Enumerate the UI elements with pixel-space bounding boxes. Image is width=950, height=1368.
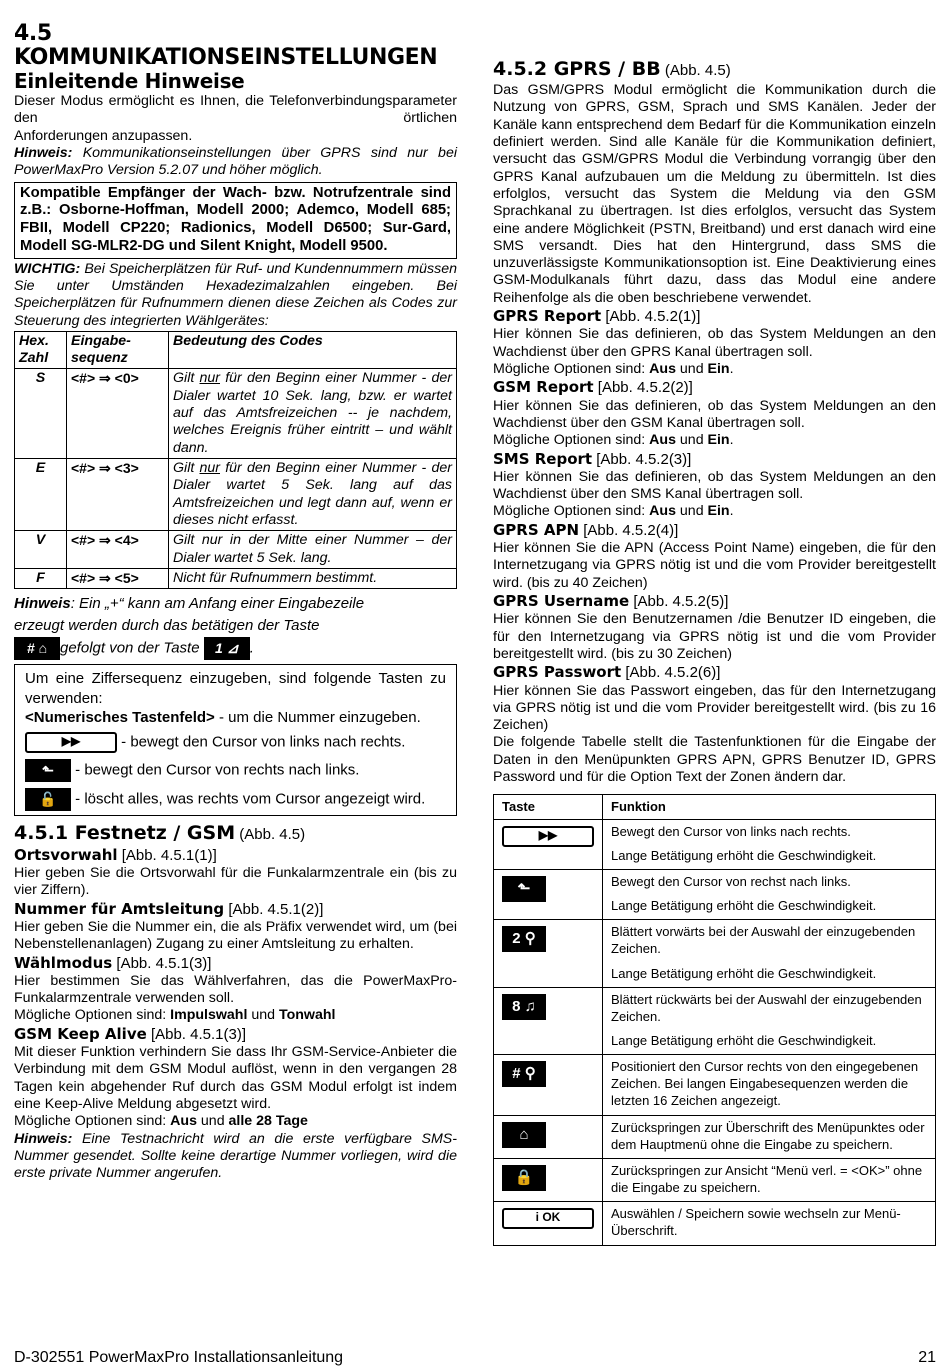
- options-text: Mögliche Optionen sind:: [493, 360, 650, 377]
- option-value: Ein: [707, 503, 730, 520]
- setting-title: GPRS Username: [493, 592, 630, 610]
- setting-amtsleitung: [14, 900, 457, 919]
- table-row: [15, 369, 457, 459]
- meaning-cell: Nicht für Rufnummern bestimmt.: [169, 568, 457, 588]
- setting-text: Hier geben Sie die Nummer ein, die als Präfix verwendet wird, um (bei Nebenstellenanlagen) Zugang zu einer Amtsleitung zu erhalten.: [14, 918, 457, 953]
- compatible-receivers-box: [14, 182, 457, 259]
- home-icon: ⌂: [502, 1122, 546, 1148]
- table-row: [494, 1202, 936, 1245]
- lock-icon: 🔒: [502, 1165, 546, 1191]
- option-value: Aus: [170, 1113, 197, 1130]
- hinweis-label: Hinweis:: [14, 144, 73, 161]
- column-header-function: Funktion: [603, 795, 936, 819]
- numeric-keypad-line: [25, 708, 446, 728]
- function-cell: [603, 1115, 936, 1158]
- back-arrow-icon: ⬑: [502, 876, 546, 902]
- table-row: [494, 819, 936, 869]
- hex-cell: V: [15, 531, 67, 569]
- table-row: [494, 869, 936, 919]
- function-cell: [603, 1158, 936, 1201]
- setting-options: [493, 503, 936, 520]
- setting-sms-report: [493, 450, 936, 469]
- wichtig-note: [14, 261, 457, 330]
- figure-ref: [Abb. 4.5.2(3)]: [592, 450, 692, 468]
- hinweis-text: erzeugt werden durch das betätigen der Taste: [14, 617, 320, 635]
- hinweis-text: : Ein „+“ kann am Anfang einer Eingabezeile: [70, 595, 365, 613]
- setting-text: Hier können Sie das definieren, ob das System Meldungen an den Wachdienst über den SMS Kanal übertragen soll.: [493, 468, 936, 503]
- figure-ref: [Abb. 4.5.2(4)]: [579, 521, 679, 539]
- gprs-intro-text: Das GSM/GPRS Modul ermöglicht die Kommunikation durch die Nutzung von GPRS, GSM, Sprach und SMS Kanälen. Jeder der Kanäle kann entsprechend dem Bedarf für die Kommunikation einzeln definiert werden. Sind alle Kanäle für die Kommunikation definiert, versucht das GSM/GPRS Modul die Verbindung vorrangig über den GPRS Kanal aufzubauen um die Meldung zu übermitteln. Ist dies erfolglos, versucht das System die Meldung via den GSM Sprachkanal zu übertragen. Ist dies erfolglos, versucht das System eine andere Möglichkeit (PSTN, Breitband) und erst danach wird eine SMS versandt. Dies hat den Hintergrund, dass SMS die unzuverlässigste Kommunikationsoption ist. Eine Deaktivierung eines GSM-Modulkanals führt dazu, dass das Modul eine andere Reihenfolge als die oben beschriebene verwendet.: [493, 82, 936, 306]
- function-text: Zurückspringen zur Überschrift des Menüpunktes oder dem Hauptmenü ohne die Eingabe zu speichern.: [611, 1119, 925, 1152]
- hinweis-plus: [14, 593, 457, 660]
- key-table-intro: Die folgende Tabelle stellt die Tastenfunktionen für die Eingabe der Daten in den Menüpunkten GPRS APN, GPRS Benutzer ID, GPRS Password und für die Option Text der Zonen ändern dar.: [493, 734, 936, 786]
- fast-forward-icon: ▶▶: [502, 826, 594, 847]
- function-text: Lange Betätigung erhöht die Geschwindigkeit.: [611, 898, 877, 914]
- options-text: und: [675, 360, 708, 377]
- setting-waehlmodus: [14, 954, 457, 973]
- option-value: Aus: [649, 503, 676, 520]
- figure-ref: (Abb. 4.5): [235, 825, 306, 843]
- table-row: [15, 459, 457, 531]
- numeric-keypad-text: - um die Nummer einzugeben.: [214, 709, 421, 727]
- key-2-icon: 2 ⚲: [502, 926, 546, 952]
- setting-text: Hier können Sie die APN (Access Point Name) eingeben, die für den Internetzugang via GPRS nötig ist und die vom Provider bereitgestellt wird. (bis zu 40 Zeichen): [493, 540, 936, 591]
- setting-gprs-report: [493, 307, 936, 326]
- function-text: Blättert vorwärts bei der Auswahl der einzugebenden Zeichen.: [611, 924, 916, 957]
- meaning-emphasis: nur: [199, 370, 220, 387]
- page-number: 21: [918, 1349, 936, 1366]
- setting-gprs-apn: [493, 521, 936, 540]
- options-text: .: [729, 503, 734, 520]
- hinweis-text: Kommunikationseinstellungen über GPRS sind nur bei PowerMaxPro Version 5.2.07 und höher möglich.: [14, 144, 457, 179]
- options-text: Mögliche Optionen sind:: [493, 432, 650, 449]
- options-text: .: [729, 360, 734, 377]
- setting-title: GPRS Passwort: [493, 663, 622, 682]
- wichtig-label: WICHTIG:: [14, 260, 81, 277]
- setting-title: GSM Keep Alive: [14, 1024, 147, 1043]
- meaning-cell: [169, 459, 457, 531]
- function-text: Positioniert den Cursor rechts von den eingegebenen Zeichen. Bei langen Eingabesequenzen werden die letzten 16 Zeichen angezeigt.: [611, 1059, 919, 1109]
- column-header-hex: Hex. Zahl: [15, 331, 67, 369]
- setting-text: Hier können Sie den Benutzernamen /die Benutzer ID eingeben, die für den Internetzugang via GPRS nötig ist und die vom Provider bereitgestellt wird. (bis zu 30 Zeichen): [493, 611, 936, 662]
- back-key-line: [25, 759, 446, 782]
- back-arrow-icon: ⬑: [25, 759, 71, 782]
- key-hash-icon: # ⚲: [502, 1061, 546, 1087]
- setting-text: Hier können Sie das definieren, ob das System Meldungen an den Wachdienst über den GSM Kanal übertragen soll.: [493, 397, 936, 431]
- subsection-title: 4.5.1 Festnetz / GSM: [14, 821, 236, 844]
- table-row: [494, 1055, 936, 1115]
- numeric-keypad-label: <Numerisches Tastenfeld>: [25, 709, 215, 727]
- key-cell: [494, 1115, 603, 1158]
- options-text: .: [729, 432, 734, 449]
- setting-options: [14, 1113, 457, 1130]
- hinweis-text: gefolgt von der Taste: [60, 639, 200, 657]
- key-cell: [494, 869, 603, 919]
- setting-title: GSM Report: [493, 378, 594, 397]
- function-text: Lange Betätigung erhöht die Geschwindigkeit.: [611, 1032, 877, 1048]
- unlock-icon: 🔓: [25, 788, 71, 811]
- setting-text: Mit dieser Funktion verhindern Sie dass Ihr GSM-Service-Anbieter die Verbindung mit dem GSM Modul auflöst, wenn in den vergangen 28 Tagen kein abgehender Ruf durch das GSM Modul erfolgt ist indem eine Keep-Alive Meldung abgesetzt wird.: [14, 1044, 457, 1112]
- options-text: und: [675, 432, 708, 449]
- meaning-emphasis: nur: [199, 460, 220, 476]
- footer-doc-title: D-302551 PowerMaxPro Installationsanleitung: [14, 1349, 344, 1366]
- setting-text: Hier können Sie das definieren, ob das System Meldungen an den Wachdienst über den GPRS Kanal übertragen soll.: [493, 326, 936, 360]
- function-cell: [603, 1202, 936, 1245]
- meaning-text: Gilt: [173, 370, 200, 387]
- key-cell: [494, 1055, 603, 1115]
- hash-home-key-icon: # ⌂: [14, 637, 60, 660]
- column-header-meaning: Bedeutung des Codes: [169, 331, 457, 369]
- table-row: [15, 531, 457, 569]
- function-text: Lange Betätigung erhöht die Geschwindigkeit.: [611, 847, 877, 863]
- back-key-text: - bewegt den Cursor von rechts nach links.: [71, 761, 360, 779]
- forward-key-text: - bewegt den Cursor von links nach rechts.: [117, 733, 406, 751]
- option-value: Tonwahl: [278, 1007, 336, 1024]
- setting-text: Hier bestimmen Sie das Wählverfahren, das die PowerMaxPro-Funkalarmzentrale verwenden soll.: [14, 972, 457, 1007]
- fast-forward-icon: ▶▶: [25, 732, 117, 753]
- function-text: Auswählen / Speichern sowie wechseln zur Menü-Überschrift.: [611, 1206, 901, 1239]
- setting-title: GPRS Report: [493, 307, 602, 326]
- key-cell: [494, 987, 603, 1054]
- setting-title: GPRS APN: [493, 520, 580, 539]
- figure-ref: [Abb. 4.5.1(3)]: [146, 1025, 247, 1043]
- hex-cell: E: [15, 459, 67, 531]
- intro-text-end: Anforderungen anzupassen.: [14, 127, 193, 144]
- section-title: 4.5 KOMMUNIKATIONSEINSTELLUNGEN: [14, 21, 438, 70]
- setting-title: Ortsvorwahl: [14, 845, 118, 864]
- compatible-receivers-text: Kompatible Empfänger der Wach- bzw. Notrufzentrale sind z.B.: Osborne-Hoffman, Modell 2000; Ademco, Modell 685; FBII, Modell CP220; Radionics, Modell D6500; Sur-Gard, Modell SG-MLR2-DG und Silent Knight, Modell 9500.: [20, 184, 451, 254]
- meaning-cell: Gilt nur in der Mitte einer Nummer – der Dialer wartet 5 Sek. lang.: [169, 531, 457, 569]
- figure-ref: [Abb. 4.5.2(2)]: [593, 379, 693, 397]
- meaning-text: für den Beginn einer Nummer - der Dialer wartet 5 Sek. lang auf das Amtsfreizeichen und legt dann auf, wenn er dieses nicht erfasst.: [173, 460, 452, 528]
- function-text: Lange Betätigung erhöht die Geschwindigkeit.: [611, 965, 877, 981]
- function-text: Bewegt den Cursor von links nach rechts.: [611, 823, 851, 839]
- sequence-cell: <#> ⇒ <0>: [67, 369, 169, 459]
- hinweis-text: Eine Testnachricht wird an die erste verfügbare SMS-Nummer gesendet. Sollte keine derartige Nummer vorliegen, wird die erste private Nummer angerufen.: [14, 1130, 457, 1182]
- setting-options: [493, 432, 936, 449]
- setting-gsm-report: [493, 378, 936, 397]
- option-value: alle 28 Tage: [228, 1113, 308, 1130]
- delete-key-text: - löscht alles, was rechts vom Cursor angezeigt wird.: [71, 790, 426, 808]
- function-cell: [603, 819, 936, 869]
- hex-cell: S: [15, 369, 67, 459]
- option-value: Impulswahl: [170, 1007, 248, 1024]
- setting-gprs-username: [493, 592, 936, 611]
- table-row: [494, 987, 936, 1054]
- meaning-text: Gilt: [173, 460, 200, 476]
- setting-ortsvorwahl: [14, 846, 457, 865]
- setting-text: Hier geben Sie die Ortsvorwahl für die Funkalarmzentrale ein (bis zu vier Ziffern).: [14, 864, 457, 899]
- setting-options: [493, 361, 936, 378]
- figure-ref: [Abb. 4.5.2(1)]: [601, 308, 701, 326]
- function-text: Zurückspringen zur Ansicht “Menü verl. = <OK>” ohne die Eingabe zu speichern.: [611, 1162, 923, 1196]
- table-row: [494, 920, 936, 987]
- page-footer: [14, 1348, 936, 1368]
- function-text: Blättert rückwärts bei der Auswahl der einzugebenden Zeichen.: [611, 991, 922, 1024]
- options-text: und: [196, 1113, 229, 1130]
- wichtig-text: Bei Speicherplätzen für Ruf- und Kundennummern müssen Sie unter Umständen Hexadezimalzahlen eingeben. Bei Speicherplätzen für Rufnummern dienen diese Zeichen als Codes zur Steuerung des integrierten Wählgerätes:: [14, 260, 457, 329]
- table-row: [15, 568, 457, 588]
- hinweis-gprs: [14, 145, 457, 180]
- intro-heading: Einleitende Hinweise: [14, 69, 245, 93]
- setting-title: SMS Report: [493, 449, 593, 468]
- right-column: [493, 56, 936, 1246]
- key-cell: [494, 1158, 603, 1201]
- function-cell: [603, 920, 936, 987]
- delete-key-line: [25, 788, 446, 811]
- key-8-icon: 8 ♫: [502, 994, 546, 1020]
- key-function-table: [493, 794, 936, 1245]
- column-header-sequence: Eingabe-sequenz: [67, 331, 169, 369]
- options-text: Mögliche Optionen sind:: [14, 1113, 171, 1130]
- subsection-heading-451: [14, 822, 457, 846]
- option-value: Aus: [649, 360, 676, 377]
- forward-key-line: [25, 732, 446, 753]
- figure-ref: (Abb. 4.5): [660, 62, 731, 79]
- option-value: Ein: [707, 432, 730, 449]
- figure-ref: [Abb. 4.5.1(2)]: [224, 900, 324, 918]
- table-row: [494, 1115, 936, 1158]
- options-text: und: [675, 503, 708, 520]
- function-cell: [603, 1055, 936, 1115]
- hinweis-test: [14, 1131, 457, 1183]
- left-column: [14, 22, 457, 1183]
- sequence-cell: <#> ⇒ <3>: [67, 459, 169, 531]
- sequence-cell: <#> ⇒ <4>: [67, 531, 169, 569]
- hinweis-label: Hinweis:: [14, 1130, 73, 1147]
- function-cell: [603, 987, 936, 1054]
- setting-title: Nummer für Amtsleitung: [14, 899, 225, 918]
- setting-gprs-passwort: [493, 663, 936, 682]
- key-cell: [494, 819, 603, 869]
- key-cell: [494, 1202, 603, 1245]
- figure-ref: [Abb. 4.5.2(5)]: [629, 593, 729, 610]
- option-value: Aus: [649, 432, 676, 449]
- key-usage-intro: Um eine Ziffersequenz einzugeben, sind folgende Tasten zu verwenden:: [25, 670, 446, 707]
- options-text: Mögliche Optionen sind:: [493, 503, 650, 520]
- key-cell: [494, 920, 603, 987]
- meaning-text: für den Beginn einer Nummer - der Dialer wartet 10 Sek. lang, bzw. er wartet auf das Amtsfreizeichen -- je nachdem, welches Ereignis früher eintritt – und wählt dann.: [173, 370, 452, 456]
- hinweis-text: .: [249, 639, 254, 657]
- intro-text: Dieser Modus ermöglicht es Ihnen, die Telefonverbindungsparameter den örtlichen: [14, 93, 457, 127]
- setting-title: Wählmodus: [14, 953, 113, 972]
- meaning-cell: [169, 369, 457, 459]
- subsection-title: 4.5.2 GPRS / BB: [493, 58, 661, 80]
- function-cell: [603, 869, 936, 919]
- subsection-heading-452: [493, 58, 936, 82]
- figure-ref: [Abb. 4.5.1(3)]: [112, 954, 212, 972]
- column-header-key: Taste: [494, 795, 603, 819]
- key-usage-box: [14, 664, 457, 816]
- figure-ref: [Abb. 4.5.1(1)]: [117, 846, 217, 864]
- key-1-icon: 1 ⊿: [204, 637, 250, 660]
- hinweis-label: Hinweis: [14, 595, 71, 613]
- option-value: Ein: [707, 360, 730, 377]
- sequence-cell: <#> ⇒ <5>: [67, 568, 169, 588]
- function-text: Bewegt den Cursor von rechst nach links.: [611, 873, 851, 889]
- options-text: und: [247, 1007, 279, 1024]
- hex-codes-table: [14, 331, 457, 589]
- figure-ref: [Abb. 4.5.2(6)]: [621, 664, 721, 682]
- options-text: Mögliche Optionen sind:: [14, 1007, 171, 1024]
- table-row: [494, 1158, 936, 1201]
- setting-text: Hier können Sie das Passwort eingeben, das für den Internetzugang via GPRS nötig ist und die vom Provider bereitgestellt wird. (bis zu 16 Zeichen): [493, 682, 936, 734]
- setting-gsm-keep-alive: [14, 1025, 457, 1044]
- hex-cell: F: [15, 568, 67, 588]
- setting-options: [14, 1007, 457, 1024]
- ok-key-icon: i OK: [502, 1208, 594, 1229]
